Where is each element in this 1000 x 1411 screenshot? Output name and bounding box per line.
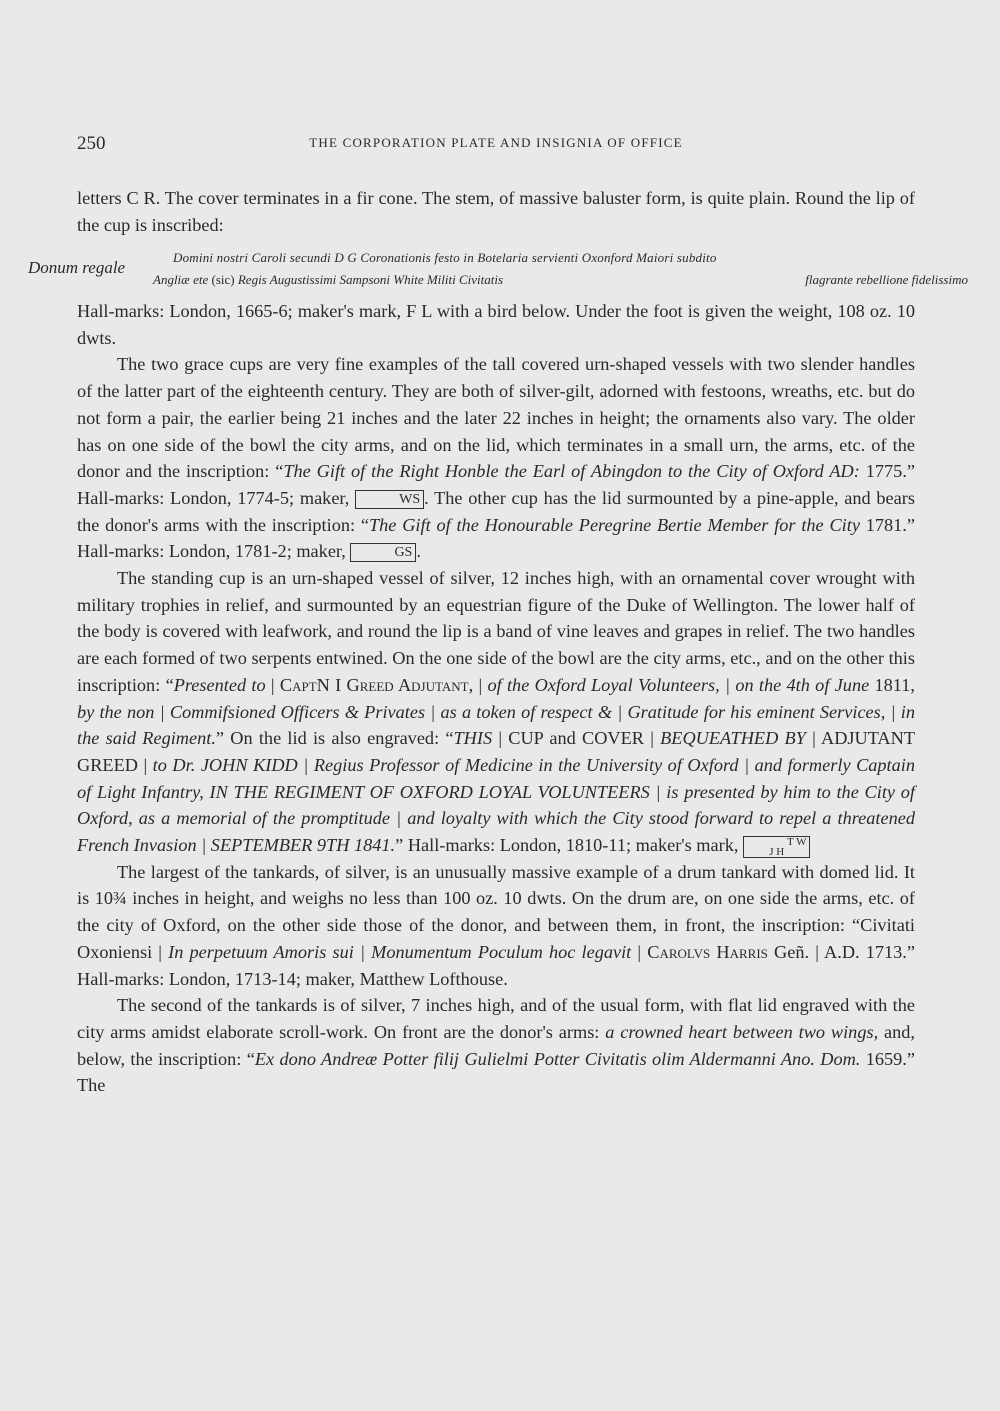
page-header	[77, 133, 915, 157]
p4-italic-6: to Dr. JOHN KIDD | Regius Professor of Medicine in the University of Oxford | and formerly Captain of Light Infantry, IN THE REGIMENT OF OXFORD LOYAL VOLUNTEERS | is presented by him to the City of Oxford, as a memorial of the promptitude | and loyalty with which the City stood forward to repel a threatened French Invasion | SEPTEMBER 9TH 1841.	[77, 754, 916, 856]
p5-text-3: Geñ. | A.D. 1713.” Hall-marks: London, 1713-14; maker, Matthew Lofthouse.	[77, 941, 915, 989]
p4-text-5: ” On the lid is also engraved: “	[215, 728, 454, 749]
page-number: 250	[77, 133, 106, 154]
paragraph-2: Hall-marks: London, 1665-6; maker's mark, F L with a bird below. Under the foot is given the weight, 108 oz. 10 dwts.	[77, 301, 915, 348]
paragraph-1: letters C R. The cover terminates in a fir cone. The stem, of massive baluster form, is quite plain. Round the lip of the cup is inscribed:	[77, 188, 915, 235]
p3-text-3: . The other cup has the lid surmounted by a pine-apple, and bears the donor's arms with the inscription: “	[77, 487, 915, 535]
p3-italic-1: The Gift of the Right Honble the Earl of Abingdon to the City of Oxford AD:	[283, 461, 860, 482]
p4-text-4: 1811,	[869, 674, 915, 695]
p6-text-2: and, below, the inscription: “	[77, 1021, 915, 1069]
p4-smallcaps-1: CaptN I Greed Adjutant,	[279, 674, 474, 695]
text-block-main	[77, 298, 915, 1099]
p4-text-3: |	[473, 674, 488, 695]
p4-italic-5: BEQUEATHED BY	[660, 728, 806, 749]
p4-italic-2: of the Oxford Loyal Volunteers, | on the 4th of June	[487, 674, 870, 695]
inscription-line-2a: Angliæ ete	[153, 272, 209, 287]
paragraph-5	[77, 859, 915, 993]
makers-mark-gs: GS	[350, 543, 416, 562]
p5-text-2: |	[631, 941, 648, 962]
p5-smallcaps-1: Carolvs Harris	[647, 941, 768, 962]
p5-text-1: The largest of the tankards, of silver, is an unusually massive example of a drum tankard with domed lid. It is 10¾ inches in height, and weighs no less than 100 oz. 10 dwts. On the drum are, on one side the arms, etc. of the city of Oxford, on the other side those of the donor, and between them, in front, the inscription: “Civitati Oxoniensi |	[77, 861, 915, 962]
makers-mark-ws: WS	[355, 490, 424, 509]
p3-italic-2: The Gift of the Honourable Peregrine Bertie Member for the City	[368, 514, 860, 535]
mark-top: T W	[787, 836, 807, 849]
p6-italic-1: a crowned heart between two wings,	[605, 1021, 879, 1042]
inscription-donum: Donum regale	[28, 258, 126, 277]
mark-bottom: J H	[769, 846, 785, 859]
inscription-line-1: Domini nostri Caroli secundi D G Coronationis festo in Botelaria servienti Oxonford Maiori subdito	[173, 250, 717, 265]
latin-inscription	[28, 250, 966, 290]
p6-text-3: 1659.” The	[77, 1048, 915, 1096]
p3-text-2: 1775.” Hall-marks: London, 1774-5; maker,	[77, 461, 915, 508]
p3-text-1: The two grace cups are very fine examples of the tall covered urn-shaped vessels with two slender handles of the latter part of the eighteenth century. They are both of silver-gilt, adorned with festoons, wreaths, etc. but do not form a pair, the earlier being 21 inches and the later 22 inches in height; the ornaments also vary. The older has on one side of the bowl the city arms, and on the lid, which terminates in a small urn, the arms, etc. of the donor and the inscription: “	[77, 354, 915, 482]
inscription-sic: (sic)	[211, 272, 235, 287]
p4-italic-4: THIS	[453, 728, 493, 749]
p4-text-6: | CUP and COVER |	[492, 728, 661, 749]
p3-text-5: .	[416, 541, 421, 562]
inscription-line-2	[153, 272, 968, 288]
p5-italic-1: In perpetuum Amoris sui | Monumentum Poculum hoc legavit	[168, 941, 632, 962]
inscription-line-2-right: flagrante rebellione fidelissimo	[805, 272, 968, 287]
inscription-line-2b: Regis Augustissimi Sampsoni White Militi Civitatis	[237, 272, 504, 287]
p6-text-1: The second of the tankards is of silver, 7 inches high, and of the usual form, with flat lid engraved with the city arms amidst elaborate scroll-work. On front are the donor's arms:	[77, 995, 915, 1042]
makers-mark-tw-jh	[743, 836, 810, 858]
p6-italic-2: Ex dono Andreæ Potter filij Gulielmi Potter Civitatis olim Aldermanni Ano. Dom.	[254, 1048, 861, 1069]
text-block-top	[77, 185, 915, 238]
p4-text-1: The standing cup is an urn-shaped vessel of silver, 12 inches high, with an ornamental cover wrought with military trophies in relief, and surmounted by an equestrian figure of the Duke of Wellington. The lower half of the body is covered with leafwork, and round the lip is a band of vine leaves and grapes in relief. The two handles are each formed of two serpents entwined. On the one side of the bowl are the city arms, etc., and on the other this inscription: “	[77, 568, 915, 695]
paragraph-4	[77, 565, 915, 859]
paragraph-6	[77, 992, 915, 1099]
p4-text-7: | ADJUTANT GREED |	[77, 728, 915, 775]
p4-text-8: ” Hall-marks: London, 1810-11; maker's mark,	[395, 835, 739, 856]
running-title: THE CORPORATION PLATE AND INSIGNIA OF OFFICE	[309, 135, 683, 150]
paragraph-3	[77, 351, 915, 565]
p4-text-2: |	[265, 674, 280, 695]
p4-italic-1: Presented to	[173, 674, 266, 695]
p3-text-4: 1781.” Hall-marks: London, 1781-2; maker,	[77, 514, 915, 562]
p4-italic-3: by the non | Commifsioned Officers & Privates | as a token of respect & | Gratitude for his eminent Services, | in the said Regiment.	[77, 701, 915, 749]
